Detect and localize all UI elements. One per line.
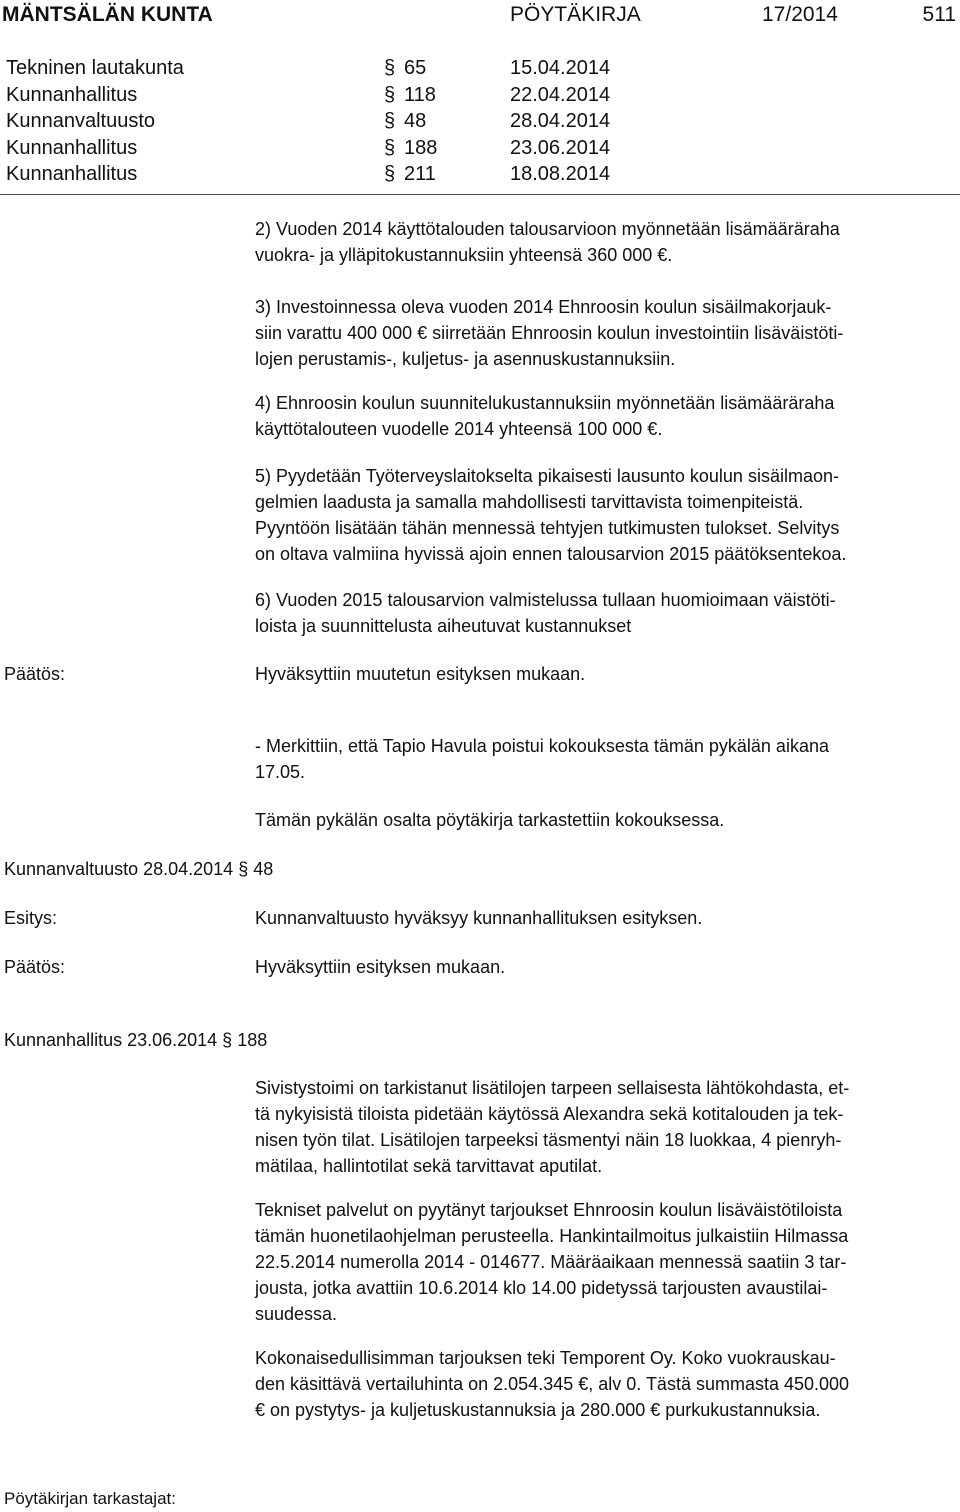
text-line: suudessa. bbox=[255, 1304, 338, 1324]
handling-history bbox=[0, 55, 960, 195]
council-heading: Kunnanvaltuusto 28.04.2014 § 48 bbox=[4, 859, 274, 879]
item-6 bbox=[255, 587, 955, 639]
handling-section: 188 bbox=[404, 136, 438, 159]
note-review: Tämän pykälän osalta pöytäkirja tarkastettiin kokouksessa. bbox=[255, 810, 725, 830]
handling-row bbox=[0, 55, 960, 82]
section-sign: § bbox=[384, 57, 396, 79]
reviewers-footer: Pöytäkirjan tarkastajat: bbox=[4, 1489, 176, 1508]
handling-section: 65 bbox=[404, 57, 427, 79]
handling-body: Kunnanhallitus bbox=[6, 163, 138, 185]
text-line: den käsittävä vertailuhinta on 2.054.345 €, alv 0. Tästä summasta 450.000 bbox=[255, 1374, 850, 1394]
handling-body: Tekninen lautakunta bbox=[6, 57, 184, 79]
handling-section: 118 bbox=[404, 83, 436, 106]
text-line: 5) Pyydetään Työterveyslaitokselta pikaisesti lausunto koulun sisäilmaon- bbox=[255, 466, 839, 486]
text-line: käyttötalouteen vuodelle 2014 yhteensä 100 000 €. bbox=[255, 419, 663, 439]
document-type: PÖYTÄKIRJA bbox=[510, 3, 641, 26]
handling-row bbox=[0, 135, 960, 162]
text-line: tämän huonetilaohjelman perusteella. Hankintailmoitus julkaistiin Hilmassa bbox=[255, 1226, 849, 1246]
section-sign: § bbox=[384, 163, 396, 185]
text-line: tä nykyisistä tiloista pidetään käytössä Alexandra sekä kotitalouden ja tek- bbox=[255, 1104, 844, 1124]
section-sign: § bbox=[384, 83, 396, 106]
handling-section: 48 bbox=[404, 110, 427, 132]
text-line: 17.05. bbox=[255, 762, 306, 782]
proposal-label: Esitys: bbox=[4, 908, 58, 928]
text-line: € on pystytys- ja kuljetuskustannuksia ja 280.000 € purkukustannuksia. bbox=[255, 1400, 821, 1420]
board-heading: Kunnanhallitus 23.06.2014 § 188 bbox=[4, 1030, 268, 1050]
handling-date: 28.04.2014 bbox=[510, 110, 611, 132]
handling-section: 211 bbox=[404, 163, 436, 185]
handling-body: Kunnanhallitus bbox=[6, 136, 138, 159]
text-line: lojen perustamis-, kuljetus- ja asennuskustannuksiin. bbox=[255, 349, 676, 369]
text-line: siin varattu 400 000 € siirretään Ehnroosin koulun investointiin lisäväistöti- bbox=[255, 323, 844, 343]
text-line: Sivistystoimi on tarkistanut lisätilojen tarpeen sellaisesta lähtökohdasta, et- bbox=[255, 1078, 850, 1098]
text-line: vuokra- ja ylläpitokustannuksiin yhteensä 360 000 €. bbox=[255, 245, 673, 265]
text-line: - Merkittiin, että Tapio Havula poistui kokouksesta tämän pykälän aikana bbox=[255, 736, 829, 756]
text-line: 22.5.2014 numerolla 2014 - 014677. Määräaikaan mennessä saatiin 3 tar- bbox=[255, 1252, 847, 1272]
handling-date: 23.06.2014 bbox=[510, 136, 611, 159]
paragraph-offer bbox=[255, 1345, 955, 1423]
text-line: loista ja suunnittelusta aiheutuvat kustannukset bbox=[255, 616, 632, 636]
minutes-number: 17/2014 bbox=[762, 3, 838, 26]
item-2 bbox=[255, 216, 955, 268]
text-line: on oltava valmiina hyvissä ajoin ennen talousarvion 2015 päätöksentekoa. bbox=[255, 544, 847, 564]
text-line: 3) Investoinnessa oleva vuoden 2014 Ehnroosin koulun sisäilmakorjauk- bbox=[255, 297, 832, 317]
organization-name: MÄNTSÄLÄN KUNTA bbox=[2, 3, 213, 26]
item-4 bbox=[255, 390, 955, 442]
decision-text: Hyväksyttiin muutetun esityksen mukaan. bbox=[255, 664, 586, 684]
handling-row bbox=[0, 108, 960, 135]
text-line: 2) Vuoden 2014 käyttötalouden talousarvioon myönnetään lisämääräraha bbox=[255, 219, 840, 239]
handling-date: 22.04.2014 bbox=[510, 83, 611, 106]
page-header bbox=[0, 2, 960, 30]
paragraph-needs bbox=[255, 1075, 955, 1179]
paragraph-tenders bbox=[255, 1197, 955, 1327]
handling-date: 18.08.2014 bbox=[510, 163, 611, 185]
text-line: nisen työn tilat. Lisätilojen tarpeeksi täsmentyi näin 18 luokkaa, 4 pienryh- bbox=[255, 1130, 842, 1150]
proposal-text: Kunnanvaltuusto hyväksyy kunnanhallituksen esityksen. bbox=[255, 908, 703, 928]
decision-text: Hyväksyttiin esityksen mukaan. bbox=[255, 957, 506, 977]
item-5 bbox=[255, 463, 955, 567]
text-line: Pyyntöön lisätään tähän mennessä tehtyjen tutkimusten tulokset. Selvitys bbox=[255, 518, 840, 538]
decision-label: Päätös: bbox=[4, 957, 66, 977]
text-line: jousta, jotka avattiin 10.6.2014 klo 14.00 pidetyssä tarjousten avaustilai- bbox=[255, 1278, 828, 1298]
section-sign: § bbox=[384, 136, 396, 159]
handling-row bbox=[0, 82, 960, 109]
handling-body: Kunnanhallitus bbox=[6, 83, 138, 106]
section-sign: § bbox=[384, 110, 396, 132]
text-line: gelmien laadusta ja samalla mahdollisesti tarvittavista toimenpiteistä. bbox=[255, 492, 804, 512]
handling-body: Kunnanvaltuusto bbox=[6, 110, 156, 132]
text-line: Kokonaisedullisimman tarjouksen teki Temporent Oy. Koko vuokrauskau- bbox=[255, 1348, 836, 1368]
text-line: Tekniset palvelut on pyytänyt tarjoukset Ehnroosin koulun lisäväistötiloista bbox=[255, 1200, 843, 1220]
note-departure bbox=[255, 733, 955, 785]
handling-row bbox=[0, 161, 960, 188]
text-line: 4) Ehnroosin koulun suunnitelukustannuksiin myönnetään lisämääräraha bbox=[255, 393, 835, 413]
decision-label: Päätös: bbox=[4, 664, 66, 684]
text-line: mätilaa, hallintotilat sekä tarvittavat aputilat. bbox=[255, 1156, 603, 1176]
page-number: 511 bbox=[922, 3, 956, 26]
text-line: 6) Vuoden 2015 talousarvion valmistelussa tullaan huomioimaan väistöti- bbox=[255, 590, 836, 610]
handling-date: 15.04.2014 bbox=[510, 57, 611, 79]
item-3 bbox=[255, 294, 955, 372]
